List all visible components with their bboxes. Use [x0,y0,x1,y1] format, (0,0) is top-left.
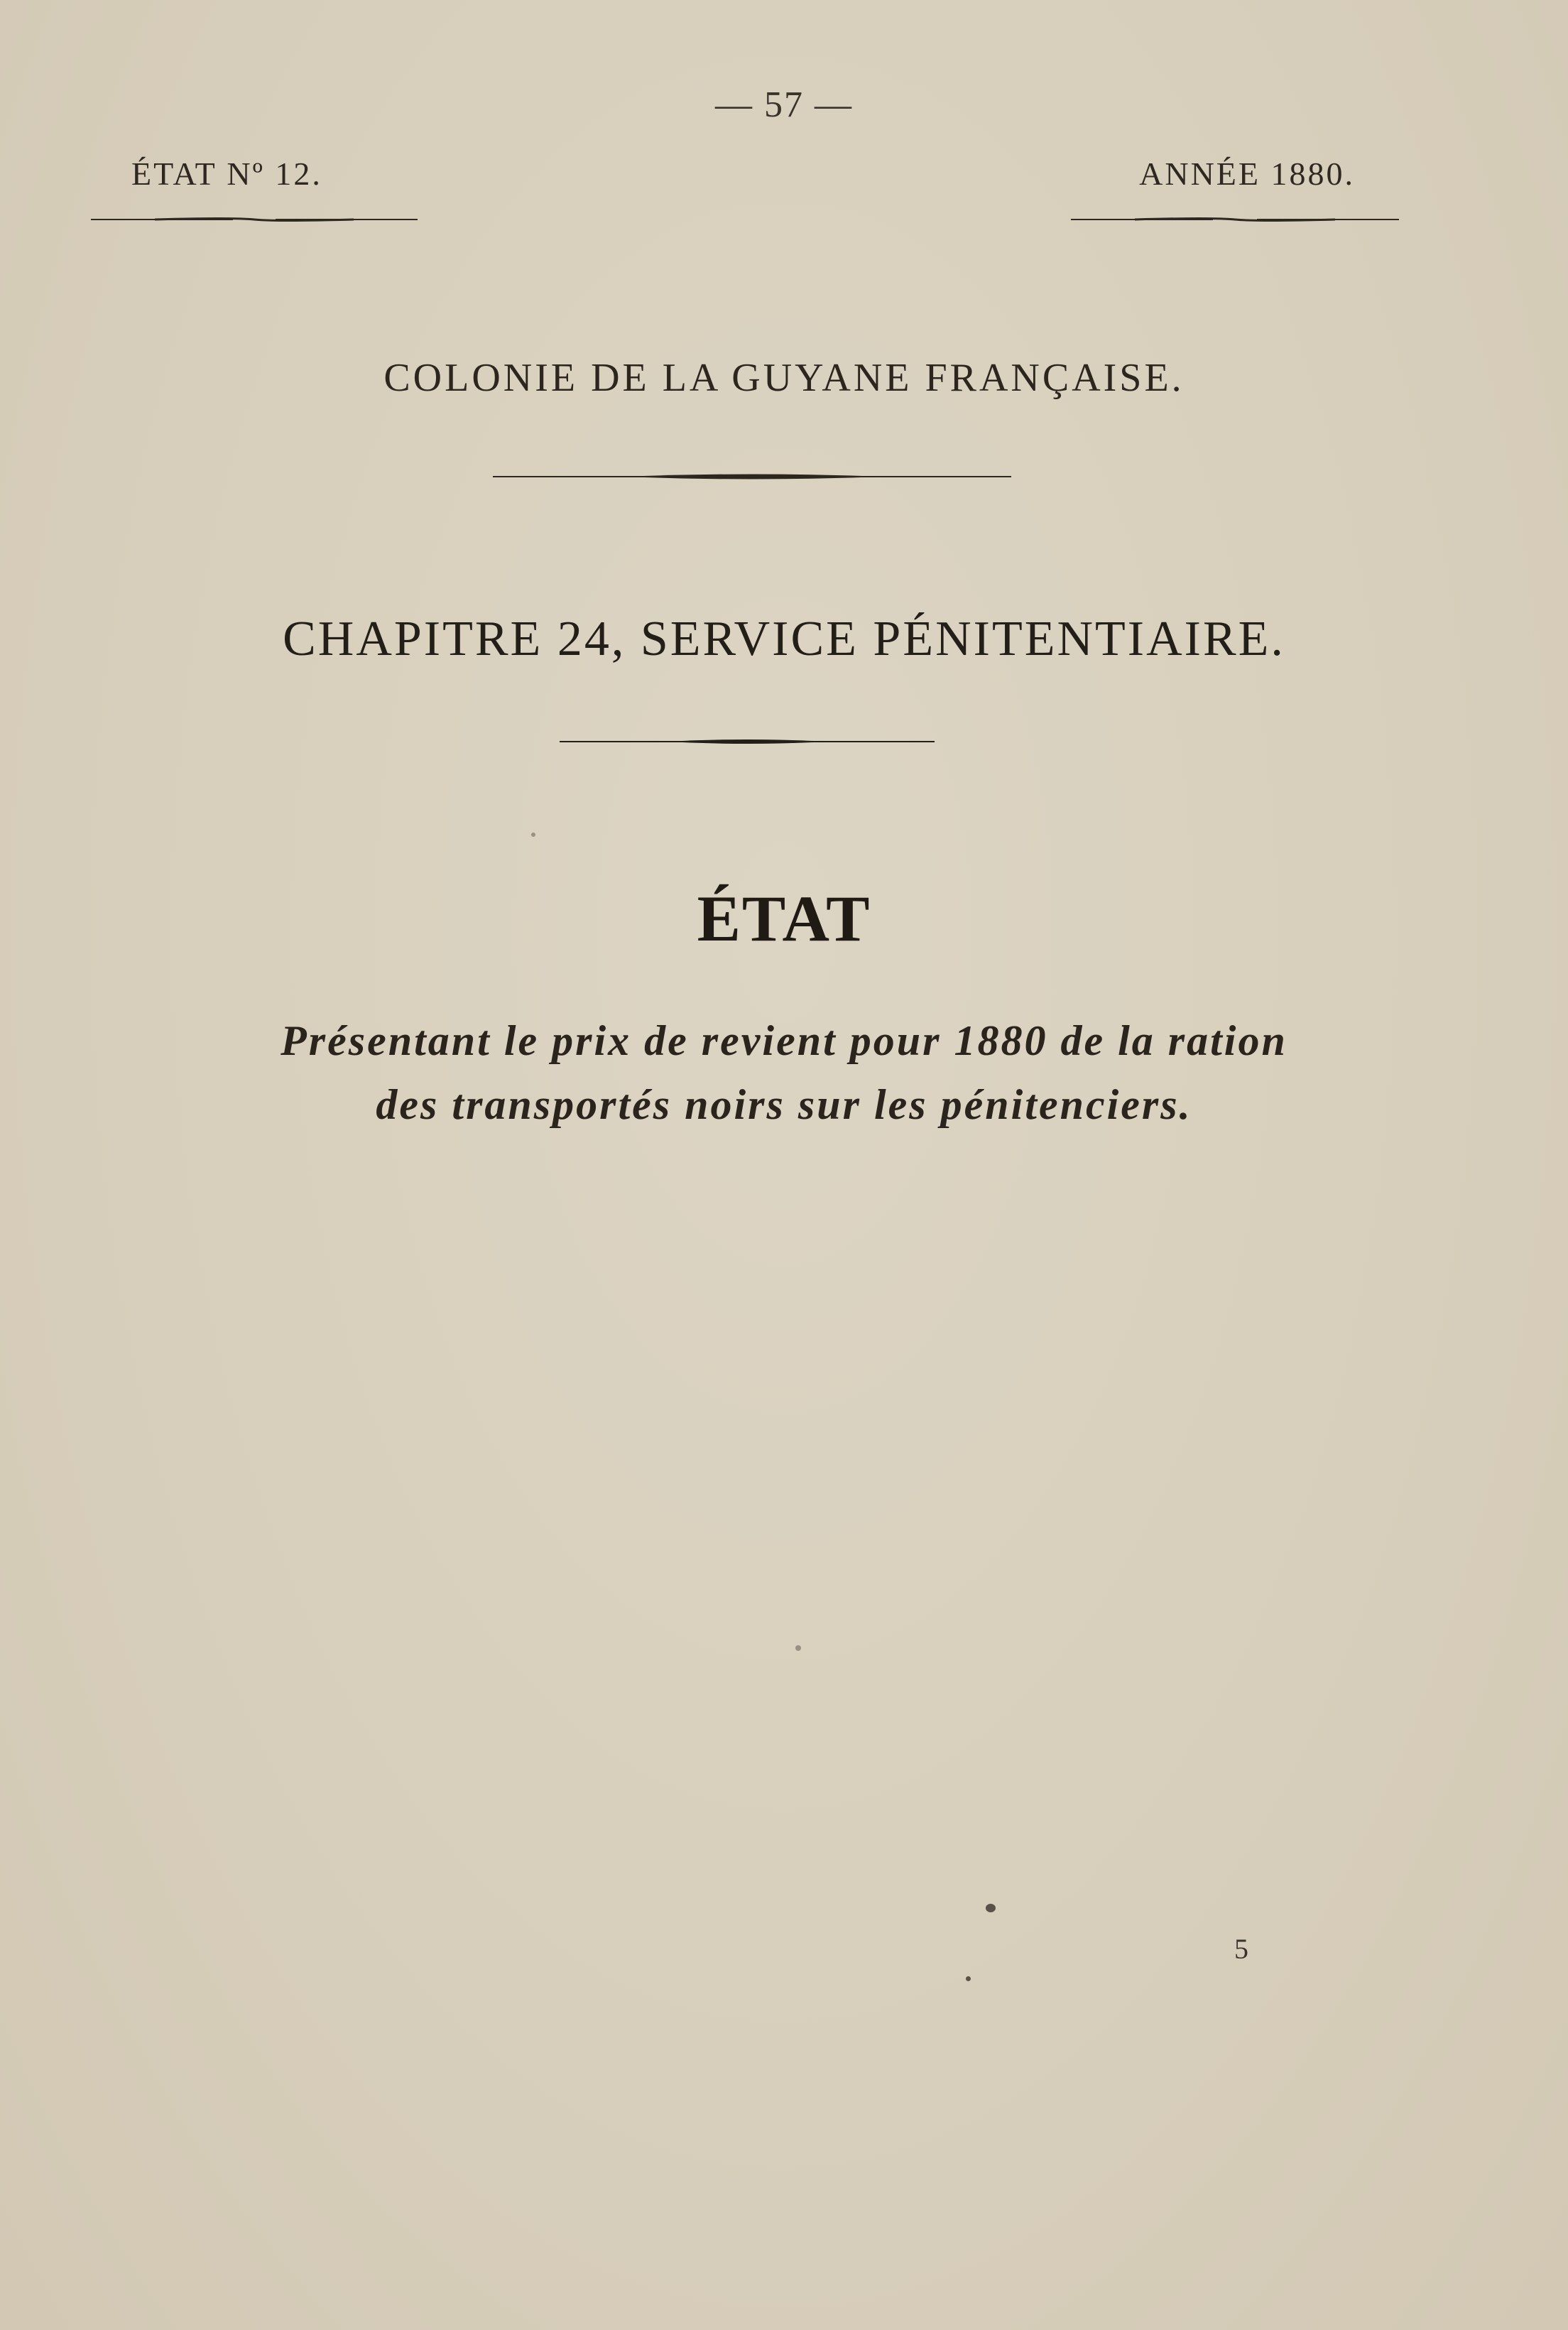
colony-rule [493,472,1011,482]
ink-speck [795,1645,801,1651]
subtitle-line-2: des transportés noirs sur les pénitenciers. [376,1081,1192,1128]
header-right-rule [1071,217,1399,222]
ink-speck [531,833,535,837]
chapter-rule [560,737,935,746]
document-subtitle [71,1009,1497,1137]
ink-speck [986,1904,996,1912]
page-number: — 57 — [715,85,853,125]
ink-speck [966,1976,971,1981]
header-annee: ANNÉE 1880. [1139,156,1355,192]
header-etat-number: ÉTAT Nº 12. [131,156,322,192]
chapter-heading: CHAPITRE 24, SERVICE PÉNITENTIAIRE. [283,612,1285,666]
subtitle-line-1: Présentant le prix de revient pour 1880 de la ration [281,1017,1287,1064]
colony-heading: COLONIE DE LA GUYANE FRANÇAISE. [383,356,1185,400]
signature-mark: 5 [1234,1933,1248,1965]
document-title: ÉTAT [697,882,871,955]
header-left-rule [91,217,418,222]
